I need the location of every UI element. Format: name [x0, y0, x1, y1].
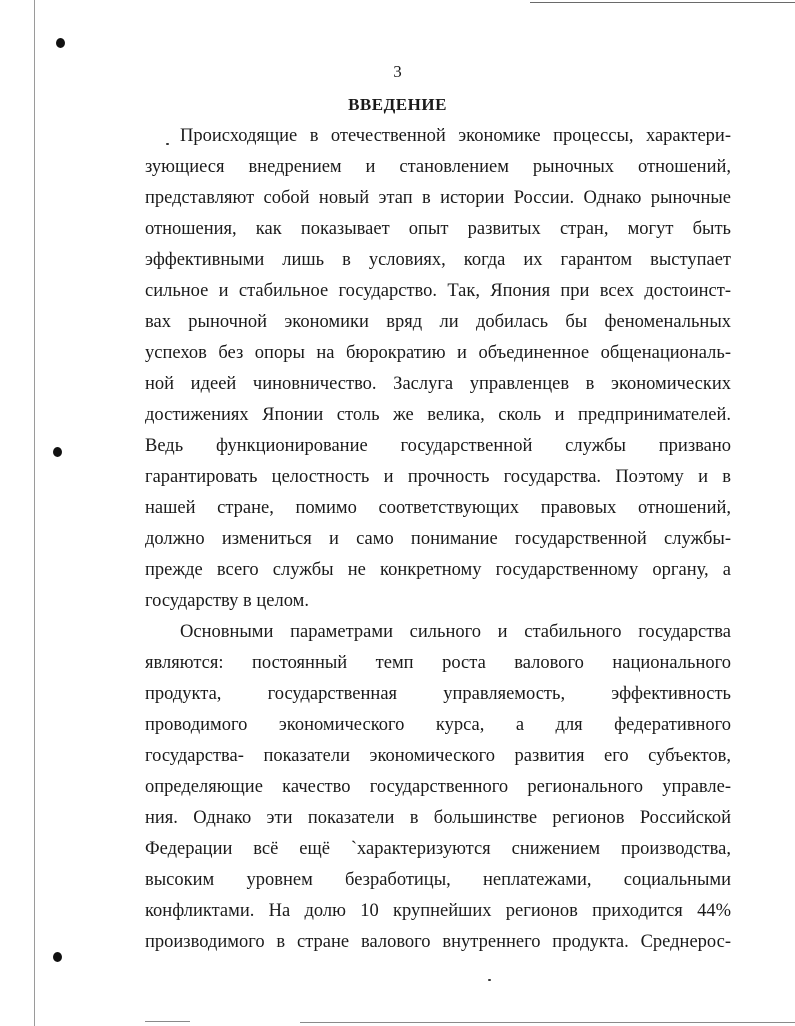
text-line: нашей стране, помимо соответствующих правовых отношений,	[145, 498, 731, 518]
text-line: зующиеся внедрением и становлением рыночных отношений,	[145, 157, 731, 177]
text-line: продукта, государственная управляемость, эффективность	[145, 684, 731, 704]
text-line: должно измениться и само понимание государственной службы-	[145, 529, 731, 549]
text-line: ной идеей чиновничество. Заслуга управленцев в экономических	[145, 374, 731, 394]
scan-speck	[488, 979, 491, 981]
punch-hole-top	[56, 38, 65, 48]
text-line: государству в целом.	[145, 591, 309, 611]
text-line: Происходящие в отечественной экономике процессы, характери-	[180, 126, 731, 146]
text-line: гарантировать целостность и прочность государства. Поэтому и в	[145, 467, 731, 487]
text-line: ния. Однако эти показатели в большинстве регионов Российской	[145, 808, 731, 828]
text-line: являются: постоянный темп роста валового национального	[145, 653, 731, 673]
page-title: ВВЕДЕНИЕ	[348, 95, 447, 114]
text-line: отношения, как показывает опыт развитых стран, могут быть	[145, 219, 731, 239]
scan-left-border	[34, 0, 35, 1026]
text-line: Основными параметрами сильного и стабильного государства	[180, 622, 731, 642]
scan-speck	[166, 143, 169, 145]
text-line: высоким уровнем безработицы, неплатежами, социальными	[145, 870, 731, 890]
text-line: успехов без опоры на бюрократию и объединенное общенациональ-	[145, 343, 731, 363]
text-line: представляют собой новый этап в истории России. Однако рыночные	[145, 188, 731, 208]
text-line: Ведь функционирование государственной службы призвано	[145, 436, 731, 456]
text-line: эффективными лишь в условиях, когда их гарантом выступает	[145, 250, 731, 270]
page-number: 3	[393, 62, 402, 81]
text-line: производимого в стране валового внутреннего продукта. Среднерос-	[145, 932, 731, 952]
text-line: государства- показатели экономического развития его субъектов,	[145, 746, 731, 766]
scan-bottom-border-short	[145, 1021, 190, 1022]
text-line: вах рыночной экономики вряд ли добилась бы феноменальных	[145, 312, 731, 332]
text-line: достижениях Японии столь же велика, сколь и предпринимателей.	[145, 405, 731, 425]
text-line: конфликтами. На долю 10 крупнейших регионов приходится 44%	[145, 901, 731, 921]
text-line: Федерации всё ещё `характеризуются снижением производства,	[145, 839, 731, 859]
punch-hole-bottom	[53, 952, 62, 962]
scan-bottom-border	[300, 1022, 795, 1023]
text-line: определяющие качество государственного регионального управле-	[145, 777, 731, 797]
text-line: прежде всего службы не конкретному государственному органу, а	[145, 560, 731, 580]
text-line: сильное и стабильное государство. Так, Япония при всех достоинст-	[145, 281, 731, 301]
punch-hole-middle	[53, 447, 62, 457]
text-line: проводимого экономического курса, а для федеративного	[145, 715, 731, 735]
scan-top-border	[530, 2, 795, 3]
